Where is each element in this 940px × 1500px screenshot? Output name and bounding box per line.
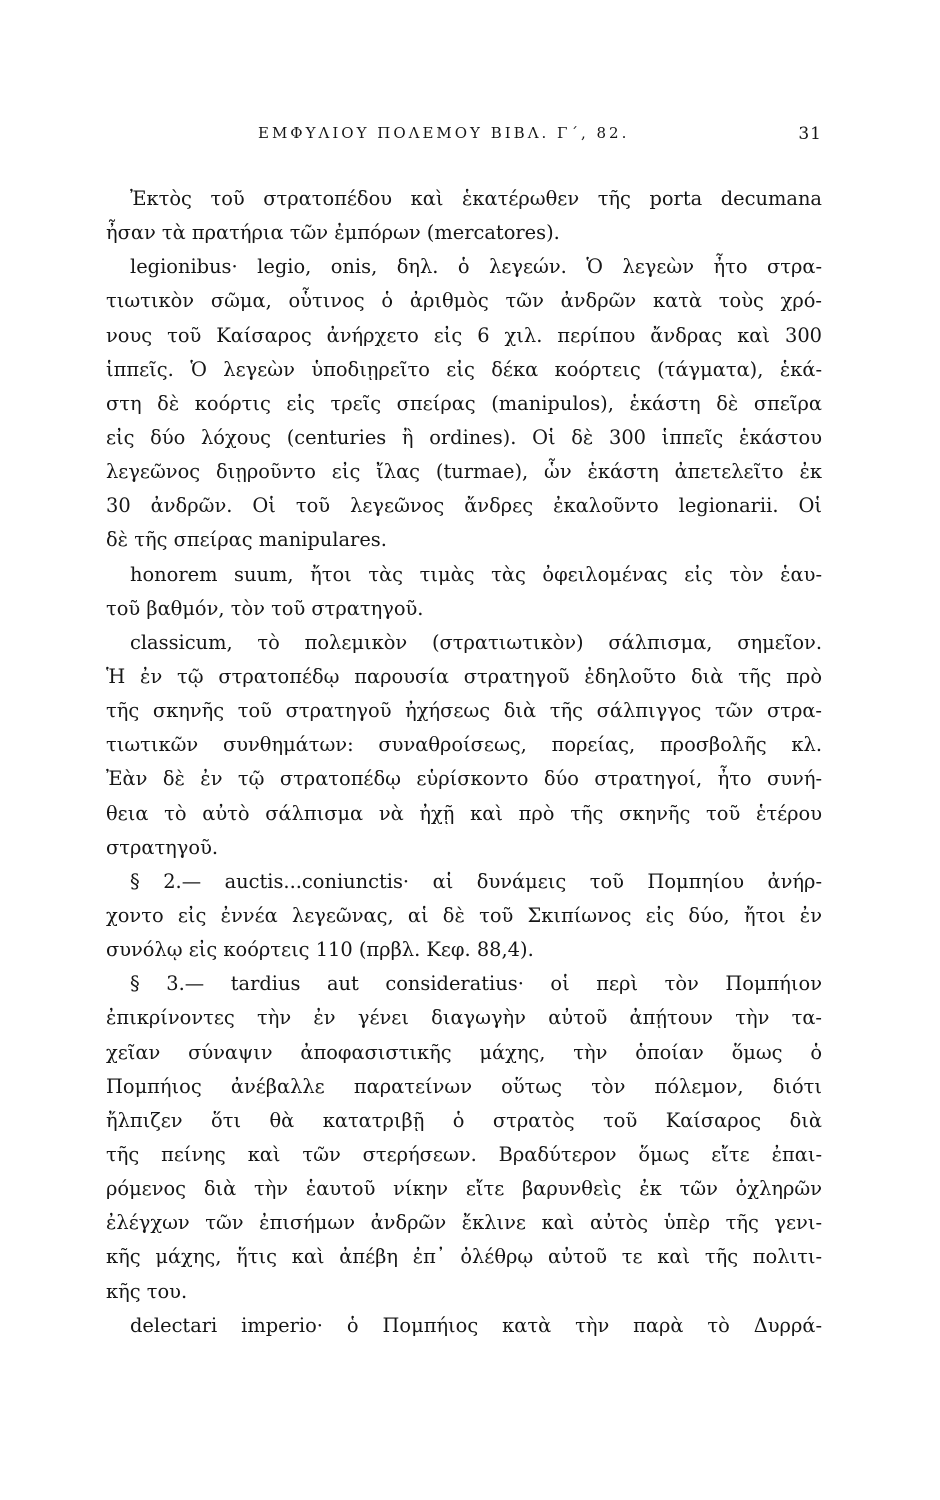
text-line: legionibus· legio, onis, δηλ. ὁ λεγεών. Ὁ λεγεὼν ἦτο στρα- bbox=[130, 255, 822, 279]
text-line: στη δὲ κοόρτις εἰς τρεῖς σπείρας (manipulos), ἑκάστη δὲ σπεῖρα bbox=[106, 391, 822, 415]
text-line: κῆς μάχης, ἥτις καὶ ἀπέβη ἐπ᾽ ὀλέθρῳ αὐτοῦ τε καὶ τῆς πολιτι- bbox=[106, 1245, 822, 1269]
text-line: κῆς του. bbox=[106, 1279, 188, 1303]
text-line: τῆς σκηνῆς τοῦ στρατηγοῦ ἠχήσεως διὰ τῆς σάλπιγγος τῶν στρα- bbox=[106, 699, 822, 723]
text-line: ἦσαν τὰ πρατήρια τῶν ἐμπόρων (mercatores). bbox=[106, 221, 560, 245]
text-line: λεγεῶνος διῃροῦντο εἰς ἴλας (turmae), ὧν ἑκάστη ἀπετελεῖτο ἐκ bbox=[106, 460, 822, 484]
text-line: χοντο εἰς ἐννέα λεγεῶνας, αἱ δὲ τοῦ Σκιπίωνος εἰς δύο, ἤτοι ἐν bbox=[106, 903, 822, 927]
text-line: classicum, τὸ πολεμικὸν (στρατιωτικὸν) σάλπισμα, σημεῖον. bbox=[130, 630, 822, 654]
text-line: τῆς πείνης καὶ τῶν στερήσεων. Βραδύτερον ὅμως εἴτε ἐπαι- bbox=[106, 1142, 822, 1166]
text-line: § 3.— tardius aut consideratius· οἱ περὶ τὸν Πομπήιον bbox=[130, 972, 822, 996]
text-line: τιωτικὸν σῶμα, οὗτινος ὁ ἀριθμὸς τῶν ἀνδρῶν κατὰ τοὺς χρό- bbox=[106, 289, 822, 313]
text-line: ἤλπιζεν ὅτι θὰ κατατριβῇ ὁ στρατὸς τοῦ Καίσαρος διὰ bbox=[106, 1108, 822, 1132]
text-line: honorem suum, ἤτοι τὰς τιμὰς τὰς ὀφειλομένας εἰς τὸν ἑαυ- bbox=[130, 562, 822, 586]
text-line: ἐλέγχων τῶν ἐπισήμων ἀνδρῶν ἔκλινε καὶ αὐτὸς ὑπὲρ τῆς γενι- bbox=[106, 1211, 822, 1235]
page-header bbox=[0, 124, 940, 150]
page-number: 31 bbox=[798, 124, 822, 144]
text-line: τοῦ βαθμόν, τὸν τοῦ στρατηγοῦ. bbox=[106, 596, 424, 620]
text-line: χεῖαν σύναψιν ἀποφασιστικῆς μάχης, τὴν ὁποίαν ὅμως ὁ bbox=[106, 1040, 822, 1064]
text-line: Ἐὰν δὲ ἐν τῷ στρατοπέδῳ εὑρίσκοντο δύο στρατηγοί, ἦτο συνή- bbox=[106, 767, 822, 791]
text-line: 30 ἀνδρῶν. Οἱ τοῦ λεγεῶνος ἄνδρες ἐκαλοῦντο legionarii. Οἱ bbox=[106, 494, 822, 518]
text-line: δὲ τῆς σπείρας manipulares. bbox=[106, 528, 387, 552]
text-line: Ἐκτὸς τοῦ στρατοπέδου καὶ ἑκατέρωθεν τῆς porta decumana bbox=[130, 187, 822, 210]
running-head: ΕΜΦΥΛΙΟΥ ΠΟΛΕΜΟΥ ΒΙΒΛ. Γ΄, 82. bbox=[258, 124, 630, 142]
text-line: συνόλῳ εἰς κοόρτεις 110 (πρβλ. Κεφ. 88,4). bbox=[106, 938, 534, 962]
text-line: τιωτικῶν συνθημάτων: συναθροίσεως, πορείας, προσβολῆς κλ. bbox=[106, 733, 822, 757]
text-line: νους τοῦ Καίσαρος ἀνήρχετο εἰς 6 χιλ. περίπου ἄνδρας καὶ 300 bbox=[106, 323, 822, 347]
text-line: ἱππεῖς. Ὁ λεγεὼν ὑποδιῃρεῖτο εἰς δέκα κοόρτεις (τάγματα), ἑκά- bbox=[106, 357, 822, 381]
text-line: delectari imperio· ὁ Πομπήιος κατὰ τὴν παρὰ τὸ Δυρρά- bbox=[130, 1313, 822, 1337]
text-line: § 2.— auctis...coniunctis· αἱ δυνάμεις τοῦ Πομπηίου ἀνήρ- bbox=[130, 869, 822, 893]
text-line: θεια τὸ αὐτὸ σάλπισμα νὰ ἠχῇ καὶ πρὸ τῆς σκηνῆς τοῦ ἑτέρου bbox=[106, 801, 822, 825]
text-line: στρατηγοῦ. bbox=[106, 835, 219, 859]
text-line: ἐπικρίνοντες τὴν ἐν γένει διαγωγὴν αὐτοῦ ἀπῄτουν τὴν τα- bbox=[106, 1006, 822, 1030]
text-line: εἰς δύο λόχους (centuries ἢ ordines). Οἱ δὲ 300 ἱππεῖς ἑκάστου bbox=[106, 425, 822, 449]
body-text bbox=[106, 182, 822, 1362]
text-line: Πομπήιος ἀνέβαλλε παρατείνων οὕτως τὸν πόλεμον, διότι bbox=[106, 1074, 822, 1098]
text-line: ρόμενος διὰ τὴν ἑαυτοῦ νίκην εἴτε βαρυνθεὶς ἐκ τῶν ὀχληρῶν bbox=[106, 1177, 822, 1201]
text-line: Ἡ ἐν τῷ στρατοπέδῳ παρουσία στρατηγοῦ ἐδηλοῦτο διὰ τῆς πρὸ bbox=[106, 664, 822, 688]
